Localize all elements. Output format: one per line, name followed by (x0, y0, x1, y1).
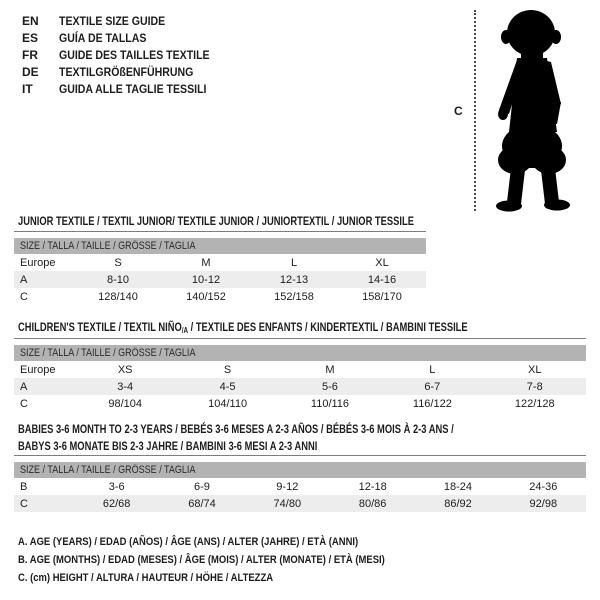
children-size-table (14, 345, 586, 412)
row-label: C (20, 497, 28, 510)
table-row (14, 395, 586, 412)
size-header-bar (14, 238, 426, 254)
size-cell: 80/86 (358, 497, 387, 510)
size-cell: M (201, 256, 211, 269)
size-cell: L (429, 363, 436, 376)
row-label: C (20, 290, 28, 303)
row-label: B (20, 480, 28, 493)
row-label: Europe (20, 256, 56, 269)
size-cell: 14-16 (367, 273, 397, 286)
footnote-c: C. (cm) HEIGHT / ALTURA / HAUTEUR / HÖHE / ALTEZZA (18, 572, 274, 584)
language-code: IT (22, 82, 33, 96)
size-cell: 110/116 (310, 397, 350, 410)
table-row (14, 495, 586, 512)
babies-section-title: BABIES 3-6 MONTH TO 2-3 YEARS / BEBÉS 3-6 MESES A 2-3 AÑOS / BÉBÉS 3-6 MOIS À 2-3 ANS / BABYS 3-6 MONATE BIS 2-3 JAHRE / BAMBINI 3-6 MESI A 2-3 ANNI (18, 422, 454, 453)
size-header-text: SIZE / TALLA / TAILLE / GRÖSSE / TAGLIA (20, 347, 196, 359)
size-cell: M (325, 363, 335, 376)
size-cell: 92/98 (529, 497, 558, 510)
size-cell: 74/80 (273, 497, 302, 510)
table-row (14, 378, 586, 395)
size-header-bar (14, 345, 586, 361)
size-cell: 3-6 (108, 480, 125, 493)
language-title: GUÍA DE TALLAS (59, 31, 147, 45)
size-cell: 9-12 (276, 480, 299, 493)
children-section-title: CHILDREN'S TEXTILE / TEXTIL $NIÑO_{/A}$ / TEXTILE DES ENFANTS / KINDERTEXTIL / BAMBINI TESSILE (18, 320, 468, 335)
row-label: A (20, 380, 28, 393)
height-measure-label: C (454, 104, 463, 118)
footnote-a: A. AGE (YEARS) / EDAD (AÑOS) / ÂGE (ANS) / ALTER (JAHRE) / ETÀ (ANNI) (18, 536, 359, 548)
table-top-rule (14, 338, 586, 339)
size-cell: 116/122 (412, 397, 452, 410)
size-header-bar (14, 462, 586, 478)
language-title: TEXTILE SIZE GUIDE (59, 14, 166, 28)
size-cell: XL (375, 256, 389, 269)
height-measure-dotted-line (474, 10, 476, 211)
table-row (14, 254, 426, 271)
size-cell: 8-10 (106, 273, 130, 286)
language-row-it (22, 81, 230, 98)
junior-section-title: JUNIOR TEXTILE / TEXTIL JUNIOR/ TEXTILE JUNIOR / JUNIORTEXTIL / JUNIOR TESSILE (18, 214, 414, 228)
language-code: FR (22, 48, 38, 62)
table-row (14, 361, 586, 378)
size-cell: 12-13 (279, 273, 309, 286)
table-row (14, 288, 426, 305)
language-title: TEXTILGRÖßENFÜHRUNG (59, 65, 194, 79)
size-cell: XL (528, 363, 542, 376)
size-cell: 6-9 (194, 480, 210, 493)
row-label: A (20, 273, 28, 286)
size-cell: 10-12 (191, 273, 221, 286)
language-row-fr (22, 47, 230, 64)
table-row (14, 478, 586, 495)
size-cell: 98/104 (108, 397, 143, 410)
size-cell: 18-24 (443, 480, 473, 493)
language-code: ES (22, 31, 39, 45)
table-top-rule (14, 231, 426, 232)
size-cell: L (290, 256, 298, 269)
size-cell: 140/152 (186, 290, 226, 303)
size-cell: S (114, 256, 122, 269)
language-code: DE (22, 65, 39, 79)
size-cell: 4-5 (219, 380, 236, 393)
size-cell: 122/128 (514, 397, 555, 410)
language-row-en (22, 13, 230, 30)
nino-a-subscript: /A (181, 326, 189, 335)
size-cell: 152/158 (274, 290, 314, 303)
size-cell: 5-6 (322, 380, 338, 393)
junior-size-table (14, 238, 426, 305)
language-code: EN (22, 14, 39, 28)
language-row-de (22, 64, 230, 81)
size-cell: 86/92 (444, 497, 472, 510)
size-cell: 158/170 (362, 290, 402, 303)
size-cell: 7-8 (526, 380, 543, 393)
table-top-rule (14, 455, 586, 456)
size-cell: 12-18 (358, 480, 387, 493)
size-cell: 3-4 (117, 380, 134, 393)
size-cell: 24-36 (529, 480, 558, 493)
size-header-text: SIZE / TALLA / TAILLE / GRÖSSE / TAGLIA (20, 240, 196, 252)
size-cell: 62/68 (102, 497, 131, 510)
language-title-list (22, 13, 230, 98)
size-cell: 6-7 (424, 380, 441, 393)
size-cell: 68/74 (188, 497, 216, 510)
footnote-b: B. AGE (MONTHS) / EDAD (MESES) / ÂGE (MOIS) / ALTER (MONATE) / ETÀ (MESI) (18, 554, 385, 566)
language-title: GUIDE DES TAILLES TEXTILE (59, 48, 210, 62)
footnote-legend (18, 533, 445, 587)
language-title: GUIDA ALLE TAGLIE TESSILI (59, 82, 207, 96)
size-cell: XS (117, 363, 133, 376)
language-row-es (22, 30, 230, 47)
babies-size-table (14, 462, 586, 512)
size-cell: S (223, 363, 232, 376)
size-cell: 104/110 (208, 397, 248, 410)
baby-silhouette-icon (487, 8, 579, 214)
row-label: C (20, 397, 28, 410)
table-row (14, 271, 426, 288)
size-header-text: SIZE / TALLA / TAILLE / GRÖSSE / TAGLIA (20, 464, 196, 476)
size-cell: 128/140 (98, 290, 138, 303)
row-label: Europe (20, 363, 56, 376)
